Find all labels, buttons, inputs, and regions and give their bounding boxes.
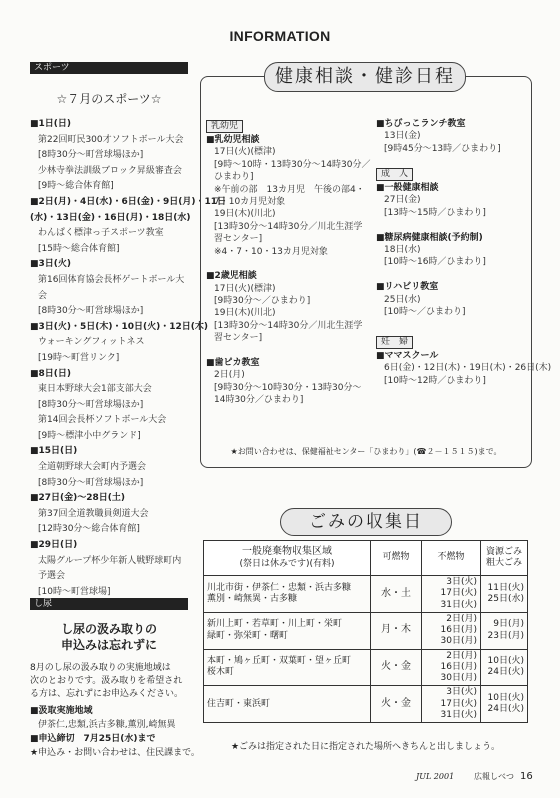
resource-dates-cell: 10日(火) 24日(火): [481, 649, 528, 686]
schedule-line: 25日(水): [384, 294, 421, 305]
resource-dates-cell: 10日(火) 24日(火): [481, 686, 528, 723]
schedule-line: [9時～総合体育館]: [38, 181, 114, 192]
schedule-line: ■ちびっこランチ教室: [376, 119, 466, 129]
schedule-line: [12時30分～総合体育館]: [38, 524, 140, 535]
header-resource: [481, 541, 528, 576]
garbage-area-cell: 川北市街・伊茶仁・忠類・浜古多糠 薫別・崎無異・古多糠: [204, 576, 371, 613]
schedule-line: [10時～12時／ひまわり]: [384, 375, 486, 386]
schedule-line: [10時～16時／ひまわり]: [384, 257, 486, 268]
schedule-line: 第14回会長杯ソフトボール大会: [38, 415, 167, 426]
shinyo-heading: [30, 622, 188, 653]
schedule-line: [9時～10時・13時30分～14時30分／: [214, 159, 371, 170]
garbage-table-wrap: [203, 540, 528, 723]
nonburnable-dates-cell: 3日(火) 17日(火) 31日(火): [422, 576, 481, 613]
schedule-line: 全道朝野球大会町内予選会: [38, 462, 147, 473]
pregnancy-tag-label: 妊 婦: [376, 336, 413, 349]
header-area: [204, 541, 371, 576]
schedule-line: [15時～総合体育館]: [38, 243, 120, 254]
schedule-line: ■糖尿病健康相談(予約制): [376, 232, 483, 243]
footer-magazine: 広報しべつ: [474, 772, 514, 781]
garbage-table-header: [204, 541, 528, 576]
health-heading: 健康相談・健診日程: [264, 62, 466, 92]
garbage-area-cell: 新川上町・若草町・川上町・栄町 緑町・弥栄町・曙町: [204, 612, 371, 649]
header-area-line1: 一般廃棄物収集区域: [242, 546, 332, 558]
page-title: INFORMATION: [229, 28, 331, 44]
schedule-line: 習センター]: [214, 234, 263, 245]
garbage-area-cell: 本町・鳩ヶ丘町・双葉町・望ヶ丘町 桜木町: [204, 649, 371, 686]
schedule-line: [8時30分～町営球場ほか]: [38, 306, 144, 317]
schedule-line: [8時30分～町営球場ほか]: [38, 150, 144, 161]
nonburnable-dates-cell: 2日(月) 16日(月) 30日(月): [422, 612, 481, 649]
schedule-line: ■15日(日): [30, 446, 78, 457]
schedule-line: 19日(木)(川北): [214, 209, 276, 220]
schedule-line: 太陽グループ杯少年新人戦野球町内: [38, 555, 182, 566]
infant-tag-label: 乳幼児: [206, 120, 243, 133]
table-row: [204, 576, 528, 613]
schedule-line: 第22回町民300才ソフトボール大会: [38, 134, 184, 145]
schedule-line: わんぱく標津っ子スポーツ教室: [38, 228, 164, 239]
table-row: [204, 686, 528, 723]
schedule-line: ■一般健康相談: [376, 183, 439, 193]
header-burnable: 可燃物: [371, 541, 422, 576]
schedule-line: 7・10カ月児対象: [214, 196, 286, 207]
shinyo-section-label: し尿: [30, 598, 188, 610]
schedule-line: 17日(火)(標津): [214, 283, 276, 294]
schedule-line: [9時30分～10時30分・13時30分～: [214, 382, 362, 393]
schedule-line: 13日(金): [384, 131, 421, 142]
nonburnable-dates-cell: 3日(火) 17日(火) 31日(火): [422, 686, 481, 723]
schedule-line: 予選会: [38, 571, 66, 582]
garbage-note: ★ごみは指定された日に指定された場所へきちんと出しましょう。: [230, 742, 501, 752]
header-resource-line2: 粗大ごみ: [485, 558, 522, 568]
schedule-line: ★申込み・お問い合わせは、住民課まで。: [30, 748, 200, 758]
resource-dates-cell: 11日(火) 25日(水): [481, 576, 528, 613]
shinyo-body-line: 8月のし尿の汲み取りの実施地域は: [30, 663, 171, 673]
shinyo-heading-line1: し尿の汲み取りの: [60, 622, 157, 636]
schedule-line: ■2日(月)・4日(水)・6日(金)・9日(月)・11日: [30, 196, 226, 207]
schedule-line: ■申込締切 7月25日(水)まで: [30, 734, 156, 744]
schedule-line: ひまわり]: [214, 172, 254, 183]
schedule-line: ■3日(火): [30, 259, 71, 270]
header-resource-line1: 資源ごみ: [485, 546, 522, 557]
schedule-line: 17日(火)(標津): [214, 147, 276, 158]
page-number: 16: [520, 771, 533, 782]
schedule-line: [9時30分～／ひまわり]: [214, 296, 311, 307]
shinyo-body: [30, 663, 188, 702]
schedule-line: 14時30分／ひまわり]: [214, 395, 304, 406]
schedule-line: ■2歳児相談: [206, 271, 257, 282]
nonburnable-dates-cell: 2日(月) 16日(月) 30日(月): [422, 649, 481, 686]
pregnancy-tag: [376, 336, 413, 349]
schedule-line: [9時～標津小中グランド]: [38, 430, 141, 441]
schedule-line: [13時30分～14時30分／川北生涯学: [214, 320, 363, 331]
sports-section-label: スポーツ: [30, 62, 188, 74]
schedule-line: [8時30分～町営球場ほか]: [38, 477, 144, 488]
schedule-line: 27日(金): [384, 195, 421, 206]
spacer: [376, 269, 526, 281]
schedule-line: [8時30分～町営球場ほか]: [38, 399, 144, 410]
schedule-line: ※午前の部 13カ月児 午後の部4・: [214, 184, 365, 195]
schedule-line: 第37回全道教職員剣道大会: [38, 508, 149, 519]
spacer: [376, 219, 526, 231]
schedule-line: 第16回体育協会長杯ゲートボール大: [38, 274, 185, 285]
burnable-days-cell: 火・金: [371, 686, 422, 723]
schedule-line: [10時～／ひまわり]: [384, 306, 466, 317]
burnable-days-cell: 水・土: [371, 576, 422, 613]
schedule-line: 19日(木)(川北): [214, 308, 276, 319]
schedule-line: ■リハビリ教室: [376, 282, 439, 293]
schedule-line: ■ママスクール: [376, 351, 439, 361]
spacer: [206, 345, 374, 357]
schedule-line: ■乳幼児相談: [206, 135, 260, 145]
pregnancy-schedule: [376, 350, 552, 387]
schedule-line: ■汲取実施地域: [30, 706, 93, 716]
schedule-line: ウォーキングフィットネス: [38, 337, 145, 348]
schedule-line: 習センター]: [214, 333, 263, 344]
schedule-line: [13時～15時／ひまわり]: [384, 207, 486, 218]
schedule-line: 伊茶仁,忠類,浜古多糠,薫別,崎無異: [38, 720, 176, 730]
garbage-heading: ごみの収集日: [280, 508, 452, 536]
burnable-days-cell: 月・木: [371, 612, 422, 649]
adult-tag-label: 成 人: [376, 168, 413, 181]
shinyo-body-line: る方は、忘れずにお申込みください。: [30, 689, 184, 699]
infant-tag: [206, 120, 243, 133]
garbage-area-cell: 住吉町・東浜町: [204, 686, 371, 723]
sports-heading: ☆７月のスポーツ☆: [56, 92, 162, 106]
table-row: [204, 649, 528, 686]
header-area-line2: (祭日は休みです)(有料): [239, 558, 335, 569]
footer-issue: JUL 2001: [416, 772, 455, 781]
garbage-table: [203, 540, 528, 723]
schedule-line: 東日本野球大会1部支部大会: [38, 384, 152, 395]
infant-schedule: [206, 134, 374, 407]
schedule-line: ■歯ピカ教室: [206, 358, 260, 369]
schedule-line: ■27日(金)～28日(土): [30, 493, 126, 504]
spacer: [206, 258, 374, 270]
schedule-line: 6日(金)・12日(木)・19日(木)・26日(木): [384, 363, 552, 374]
schedule-line: ■8日(日): [30, 368, 71, 379]
shinyo-details: [30, 704, 200, 760]
schedule-line: ■3日(火)・5日(木)・10日(火)・12日(木): [30, 321, 208, 332]
shinyo-heading-line2: 申込みは忘れずに: [60, 637, 157, 652]
adult-tag: [376, 168, 413, 181]
schedule-line: 会: [38, 290, 48, 301]
schedule-line: [13時30分～14時30分／川北生涯学: [214, 221, 363, 232]
table-row: [204, 612, 528, 649]
schedule-line: 少林寺拳法訓級ブロック昇級審査会: [38, 165, 182, 176]
burnable-days-cell: 火・金: [371, 649, 422, 686]
kids-lunch-schedule: [376, 118, 526, 155]
header-nonburnable: 不燃物: [422, 541, 481, 576]
resource-dates-cell: 9日(月) 23日(月): [481, 612, 528, 649]
schedule-line: 18日(水): [384, 244, 421, 255]
schedule-line: (水)・13日(金)・16日(月)・18日(水): [30, 212, 191, 223]
schedule-line: [19時～町営リンク]: [38, 352, 120, 363]
shinyo-body-line: 次のとおりです。汲み取りを希望され: [30, 676, 183, 686]
schedule-line: ※4・7・10・13カ月児対象: [214, 246, 328, 257]
adult-schedule: [376, 182, 526, 318]
health-contact: ★お問い合わせは、保健福祉センター「ひまわり」(☎２－１５１５)まで。: [230, 447, 502, 456]
schedule-line: [10時～町営球場]: [38, 586, 111, 597]
schedule-line: [9時45分～13時／ひまわり]: [384, 143, 501, 154]
schedule-line: 2日(月): [214, 370, 245, 381]
schedule-line: ■1日(日): [30, 119, 71, 129]
schedule-line: ■29日(日): [30, 540, 78, 551]
